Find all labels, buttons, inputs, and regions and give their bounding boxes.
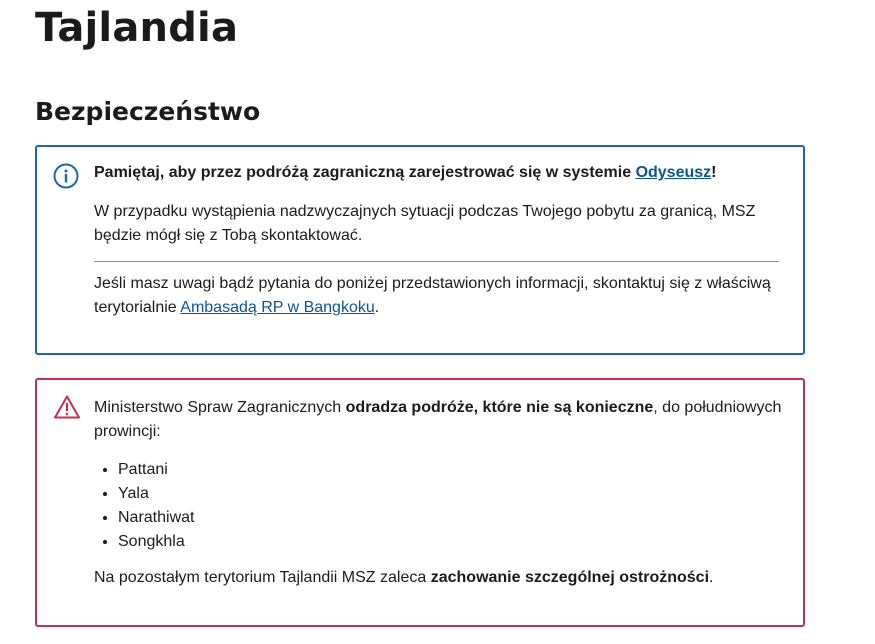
warning-box [35,378,805,627]
warning-outro: Na pozostałym terytorium Tajlandii MSZ zaleca zachowanie szczególnej ostrożności. [94,569,714,586]
info-paragraph: W przypadku wystąpienia nadzwyczajnych sytuacji podczas Twojego pobytu za granicą, MSZ będzie mógł się z Tobą skontaktować. [94,203,756,244]
list-item: • Yala [118,482,791,506]
page-title: Tajlandia [35,5,239,51]
info-lead: Pamiętaj, aby przez podróżą zagraniczną zarejestrować się w systemie Odyseusz! [94,164,717,181]
warning-intro: Ministerstwo Spraw Zagranicznych odradza podróże, które nie są konieczne, do południowych prowincji: [94,399,782,440]
province-list [94,458,791,554]
list-item: • Narathiwat [118,506,791,530]
warning-triangle-icon [53,394,81,425]
info-circle-icon [53,163,79,194]
contact-paragraph: Jeśli masz uwagi bądź pytania do poniżej przedstawionych informacji, skontaktuj się z właściwą terytorialnie Ambasadą RP w Bangkoku. [94,275,771,316]
embassy-link[interactable]: Ambasadą RP w Bangkoku [180,299,375,316]
section-title: Bezpieczeństwo [35,97,261,126]
info-box [35,145,805,355]
list-item: • Songkhla [118,530,791,554]
odyseusz-link[interactable]: Odyseusz [635,164,712,181]
divider [94,261,779,262]
list-item: • Pattani [118,458,791,482]
